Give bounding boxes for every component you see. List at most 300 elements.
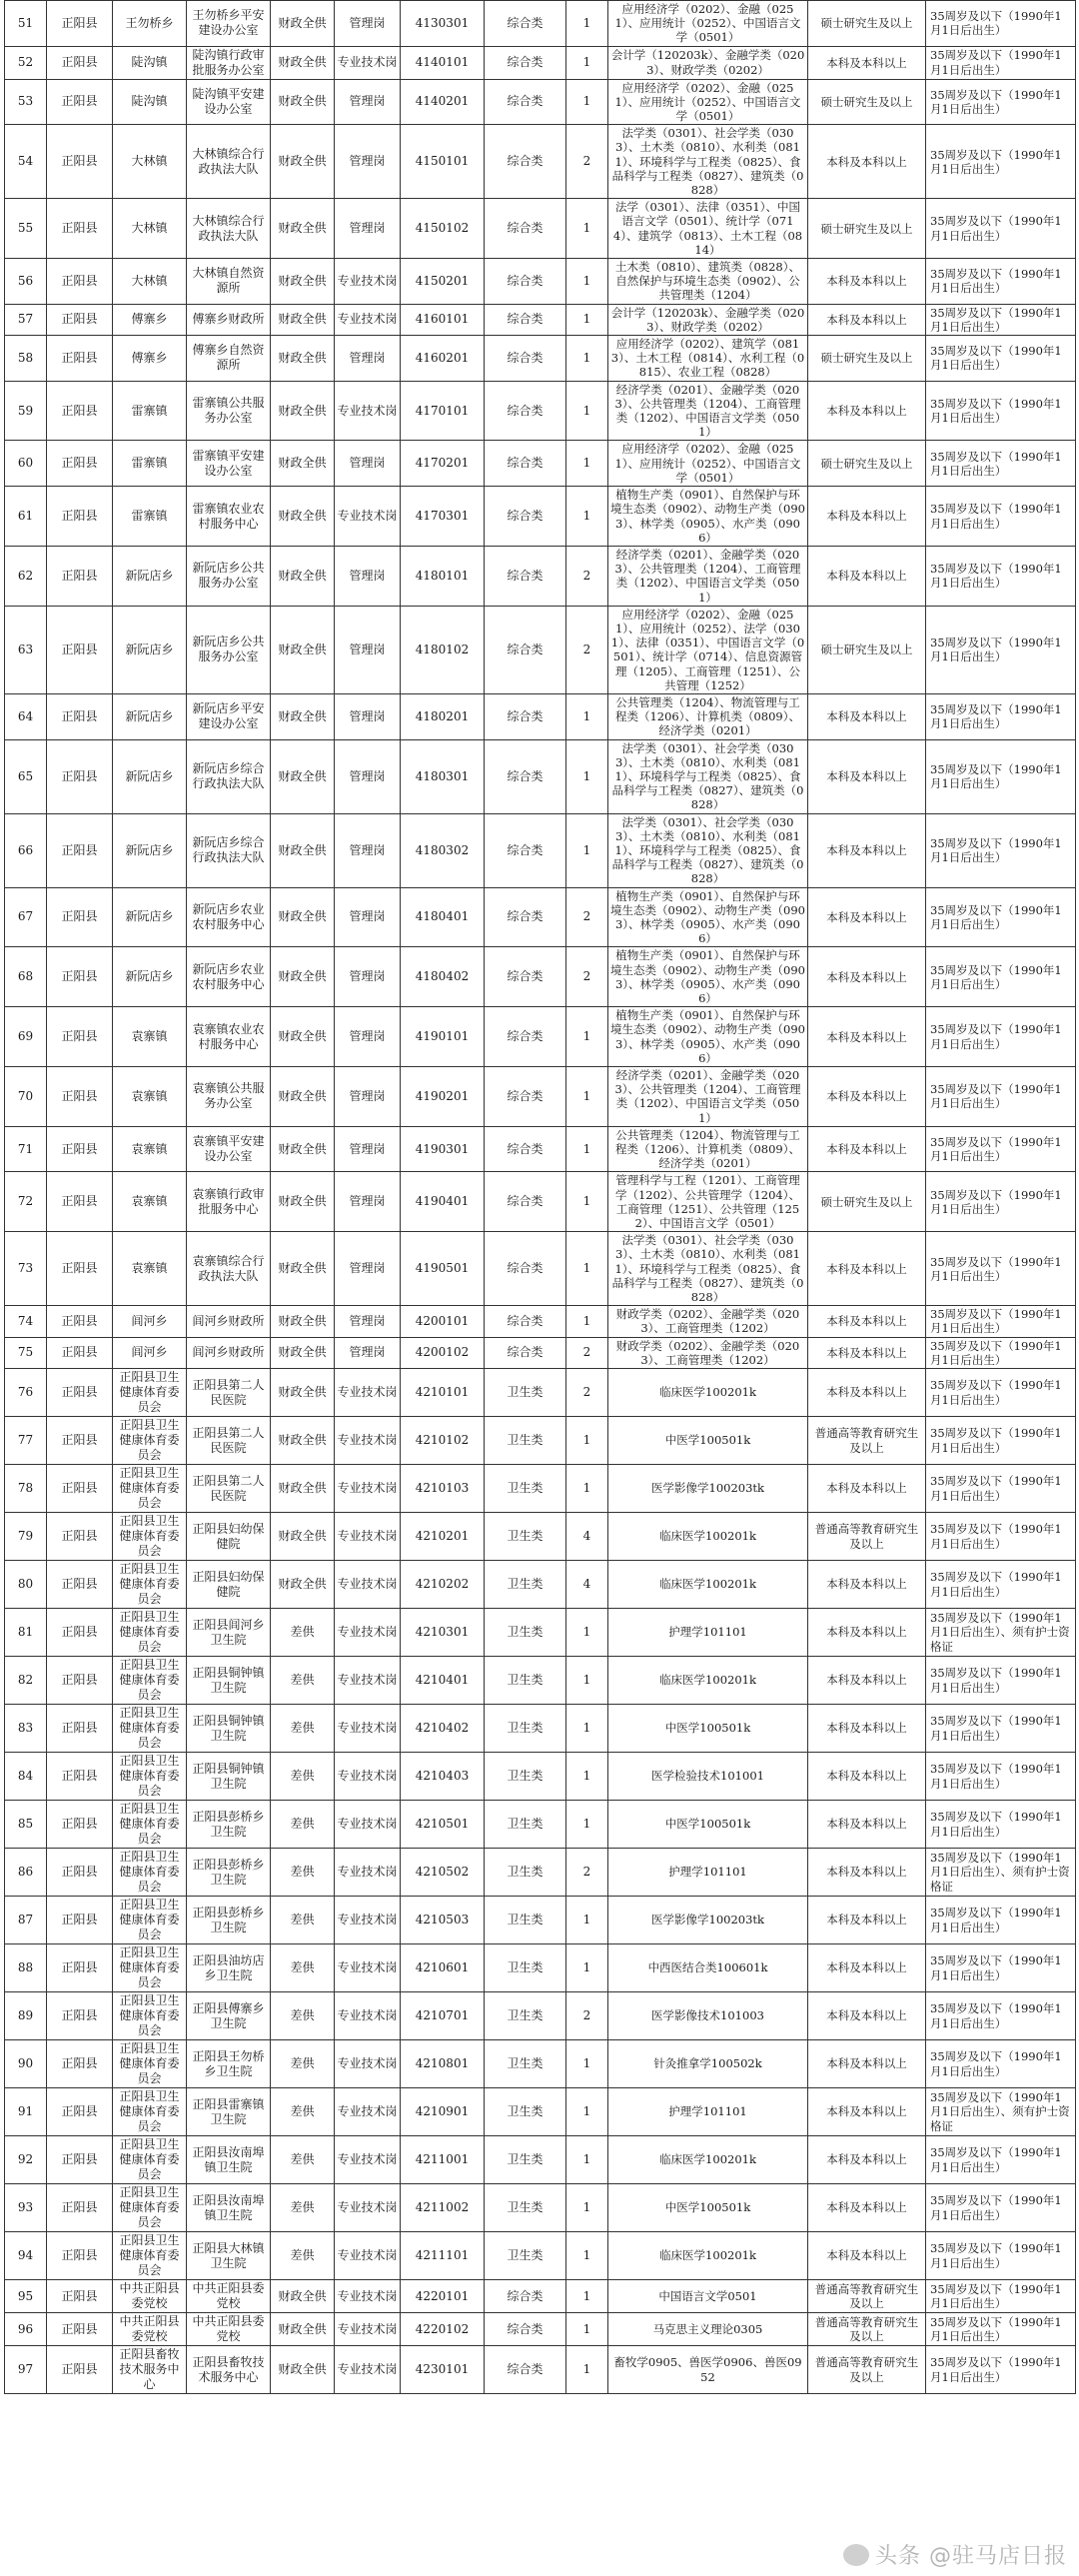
row-number-cell: 54 [5,125,47,199]
post-code-cell: 4180402 [401,947,485,1007]
funding-type-cell: 财政全供 [271,1306,335,1337]
funding-type-cell: 差供 [271,1801,335,1849]
funding-type-cell: 财政全供 [271,259,335,305]
exam-category-cell: 卫生类 [485,2040,566,2088]
other-requirement-cell: 35周岁及以下（1990年1月1日后出生） [926,1369,1076,1417]
major-requirement-cell: 护理学101101 [608,2088,808,2136]
exam-category-cell: 卫生类 [485,1849,566,1897]
exam-category-cell: 综合类 [485,259,566,305]
row-number-cell: 63 [5,606,47,693]
table-row [5,693,1076,739]
county-cell: 正阳县 [47,2040,113,2088]
row-number-cell: 96 [5,2313,47,2346]
headcount-cell: 1 [566,46,608,79]
unit-cell: 正阳县铜钟镇卫生院 [187,1753,271,1801]
post-code-cell: 4210301 [401,1609,485,1657]
table-row [5,606,1076,693]
county-cell: 正阳县 [47,1513,113,1561]
education-requirement-cell: 本科及本科以上 [808,1897,926,1944]
unit-cell: 正阳县闾河乡卫生院 [187,1609,271,1657]
table-row [5,2184,1076,2232]
unit-cell: 新阮店乡综合行政执法大队 [187,739,271,813]
major-requirement-cell: 医学影像学100203tk [608,1465,808,1513]
exam-category-cell: 综合类 [485,1067,566,1127]
department-cell: 正阳县卫生健康体育委员会 [113,1992,187,2040]
post-code-cell: 4160101 [401,304,485,335]
post-category-cell: 专业技术岗 [335,1992,401,2040]
exam-category-cell: 卫生类 [485,1705,566,1753]
headcount-cell: 1 [566,2088,608,2136]
department-cell: 雷寨镇 [113,487,187,547]
major-requirement-cell: 植物生产类（0901）、自然保护与环境生态类（0902）、动物生产类（0903）、林学类（0905）、水产类（0906） [608,887,808,947]
other-requirement-cell: 35周岁及以下（1990年1月1日后出生） [926,79,1076,125]
table-row [5,79,1076,125]
unit-cell: 新阮店乡农业农村服务中心 [187,947,271,1007]
post-category-cell: 专业技术岗 [335,2088,401,2136]
unit-cell: 傅寨乡自然资源所 [187,336,271,382]
major-requirement-cell: 土木类（0810）、建筑类（0828）、自然保护与环境生态类（0902）、公共管理类（1204） [608,259,808,305]
unit-cell: 正阳县妇幼保健院 [187,1561,271,1609]
department-cell: 正阳县卫生健康体育委员会 [113,2232,187,2280]
exam-category-cell: 综合类 [485,1337,566,1368]
post-category-cell: 专业技术岗 [335,259,401,305]
other-requirement-cell: 35周岁及以下（1990年1月1日后出生） [926,1337,1076,1368]
table-row [5,2088,1076,2136]
major-requirement-cell: 临床医学100201k [608,2232,808,2280]
county-cell: 正阳县 [47,2232,113,2280]
major-requirement-cell: 法学类（0301）、社会学类（0303）、土木类（0810）、水利类（0811）、环境科学与工程类（0825）、食品科学与工程类（0827）、建筑类（0828） [608,125,808,199]
other-requirement-cell: 35周岁及以下（1990年1月1日后出生） [926,125,1076,199]
county-cell: 正阳县 [47,487,113,547]
other-requirement-cell: 35周岁及以下（1990年1月1日后出生）、须有护士资格证 [926,1849,1076,1897]
unit-cell: 闾河乡财政所 [187,1306,271,1337]
other-requirement-cell: 35周岁及以下（1990年1月1日后出生） [926,1465,1076,1513]
education-requirement-cell: 本科及本科以上 [808,1992,926,2040]
major-requirement-cell: 公共管理类（1204）、物流管理与工程类（1206）、计算机类（0809）、经济学类（0201） [608,693,808,739]
post-category-cell: 管理岗 [335,1172,401,1232]
county-cell: 正阳县 [47,1007,113,1067]
major-requirement-cell: 针灸推拿学100502k [608,2040,808,2088]
department-cell: 袁寨镇 [113,1067,187,1127]
exam-category-cell: 综合类 [485,693,566,739]
other-requirement-cell: 35周岁及以下（1990年1月1日后出生） [926,1417,1076,1465]
funding-type-cell: 财政全供 [271,304,335,335]
major-requirement-cell: 经济学类（0201）、金融学类（0203）、公共管理类（1204）、工商管理类（1202）、中国语言文学类（0501） [608,546,808,606]
exam-category-cell: 卫生类 [485,1609,566,1657]
table-row [5,887,1076,947]
post-code-cell: 4180201 [401,693,485,739]
table-row [5,1801,1076,1849]
exam-category-cell: 卫生类 [485,1944,566,1992]
headcount-cell: 1 [566,1609,608,1657]
unit-cell: 新阮店乡公共服务办公室 [187,546,271,606]
row-number-cell: 83 [5,1705,47,1753]
major-requirement-cell: 医学影像技术101003 [608,1992,808,2040]
exam-category-cell: 卫生类 [485,2232,566,2280]
unit-cell: 袁寨镇农业农村服务中心 [187,1007,271,1067]
table-row [5,739,1076,813]
county-cell: 正阳县 [47,1897,113,1944]
post-category-cell: 管理岗 [335,441,401,487]
funding-type-cell: 财政全供 [271,1465,335,1513]
department-cell: 新阮店乡 [113,813,187,887]
post-code-cell: 4180301 [401,739,485,813]
major-requirement-cell: 公共管理类（1204）、物流管理与工程类（1206）、计算机类（0809）、经济学类（0201） [608,1126,808,1172]
other-requirement-cell: 35周岁及以下（1990年1月1日后出生） [926,46,1076,79]
headcount-cell: 1 [566,259,608,305]
headcount-cell: 1 [566,1753,608,1801]
row-number-cell: 65 [5,739,47,813]
headcount-cell: 2 [566,1369,608,1417]
major-requirement-cell: 中国语言文学0501 [608,2280,808,2313]
table-row [5,199,1076,259]
education-requirement-cell: 本科及本科以上 [808,1561,926,1609]
row-number-cell: 87 [5,1897,47,1944]
county-cell: 正阳县 [47,1609,113,1657]
funding-type-cell: 财政全供 [271,336,335,382]
row-number-cell: 64 [5,693,47,739]
exam-category-cell: 综合类 [485,46,566,79]
post-category-cell: 专业技术岗 [335,2184,401,2232]
exam-category-cell: 卫生类 [485,2136,566,2184]
row-number-cell: 79 [5,1513,47,1561]
table-row [5,1232,1076,1306]
department-cell: 新阮店乡 [113,546,187,606]
post-category-cell: 专业技术岗 [335,2040,401,2088]
row-number-cell: 90 [5,2040,47,2088]
funding-type-cell: 差供 [271,1944,335,1992]
table-row [5,1992,1076,2040]
other-requirement-cell: 35周岁及以下（1990年1月1日后出生） [926,1172,1076,1232]
table-row [5,1944,1076,1992]
post-code-cell: 4210102 [401,1417,485,1465]
education-requirement-cell: 本科及本科以上 [808,125,926,199]
education-requirement-cell: 本科及本科以上 [808,1232,926,1306]
county-cell: 正阳县 [47,1067,113,1127]
row-number-cell: 77 [5,1417,47,1465]
education-requirement-cell: 本科及本科以上 [808,2088,926,2136]
department-cell: 正阳县卫生健康体育委员会 [113,2136,187,2184]
post-category-cell: 管理岗 [335,1306,401,1337]
unit-cell: 正阳县畜牧技术服务中心 [187,2346,271,2394]
post-category-cell: 专业技术岗 [335,2313,401,2346]
county-cell: 正阳县 [47,1944,113,1992]
county-cell: 正阳县 [47,813,113,887]
major-requirement-cell: 财政学类（0202）、金融学类（0203）、工商管理类（1202） [608,1337,808,1368]
education-requirement-cell: 本科及本科以上 [808,2184,926,2232]
education-requirement-cell: 硕士研究生及以上 [808,199,926,259]
table-row [5,304,1076,335]
unit-cell: 雷寨镇农业农村服务中心 [187,487,271,547]
department-cell: 正阳县卫生健康体育委员会 [113,1657,187,1705]
post-category-cell: 专业技术岗 [335,1705,401,1753]
table-row [5,947,1076,1007]
row-number-cell: 94 [5,2232,47,2280]
post-category-cell: 管理岗 [335,606,401,693]
exam-category-cell: 综合类 [485,1,566,47]
exam-category-cell: 综合类 [485,2346,566,2394]
funding-type-cell: 差供 [271,2232,335,2280]
unit-cell: 袁寨镇公共服务办公室 [187,1067,271,1127]
other-requirement-cell: 35周岁及以下（1990年1月1日后出生） [926,2184,1076,2232]
row-number-cell: 70 [5,1067,47,1127]
county-cell: 正阳县 [47,2088,113,2136]
major-requirement-cell: 医学影像学100203tk [608,1897,808,1944]
other-requirement-cell: 35周岁及以下（1990年1月1日后出生） [926,2232,1076,2280]
exam-category-cell: 综合类 [485,947,566,1007]
funding-type-cell: 财政全供 [271,487,335,547]
post-category-cell: 专业技术岗 [335,1465,401,1513]
exam-category-cell: 卫生类 [485,1561,566,1609]
post-category-cell: 专业技术岗 [335,304,401,335]
post-code-cell: 4180101 [401,546,485,606]
headcount-cell: 2 [566,125,608,199]
major-requirement-cell: 应用经济学（0202）、建筑学（0813）、土木工程（0814）、水利工程（0815）、农业工程（0828） [608,336,808,382]
unit-cell: 正阳县油坊店乡卫生院 [187,1944,271,1992]
department-cell: 袁寨镇 [113,1007,187,1067]
exam-category-cell: 卫生类 [485,1657,566,1705]
unit-cell: 正阳县大林镇卫生院 [187,2232,271,2280]
county-cell: 正阳县 [47,1,113,47]
other-requirement-cell: 35周岁及以下（1990年1月1日后出生） [926,739,1076,813]
row-number-cell: 75 [5,1337,47,1368]
table-row [5,813,1076,887]
unit-cell: 中共正阳县委党校 [187,2280,271,2313]
department-cell: 正阳县卫生健康体育委员会 [113,1369,187,1417]
other-requirement-cell: 35周岁及以下（1990年1月1日后出生） [926,487,1076,547]
other-requirement-cell: 35周岁及以下（1990年1月1日后出生） [926,199,1076,259]
headcount-cell: 1 [566,693,608,739]
education-requirement-cell: 本科及本科以上 [808,1801,926,1849]
unit-cell: 新阮店乡农业农村服务中心 [187,887,271,947]
county-cell: 正阳县 [47,46,113,79]
major-requirement-cell: 法学类（0301）、社会学类（0303）、土木类（0810）、水利类（0811）、环境科学与工程类（0825）、食品科学与工程类（0827）、建筑类（0828） [608,1232,808,1306]
education-requirement-cell: 本科及本科以上 [808,546,926,606]
row-number-cell: 60 [5,441,47,487]
unit-cell: 正阳县汝南埠镇卫生院 [187,2136,271,2184]
post-category-cell: 专业技术岗 [335,2280,401,2313]
department-cell: 新阮店乡 [113,693,187,739]
major-requirement-cell: 临床医学100201k [608,1513,808,1561]
headcount-cell: 1 [566,381,608,441]
department-cell: 正阳县卫生健康体育委员会 [113,1705,187,1753]
funding-type-cell: 财政全供 [271,79,335,125]
post-code-cell: 4150101 [401,125,485,199]
funding-type-cell: 财政全供 [271,199,335,259]
row-number-cell: 73 [5,1232,47,1306]
job-position-table [4,0,1076,2394]
watermark-logo-icon [843,2544,869,2566]
headcount-cell: 4 [566,1561,608,1609]
headcount-cell: 1 [566,1232,608,1306]
funding-type-cell: 财政全供 [271,546,335,606]
post-category-cell: 管理岗 [335,887,401,947]
exam-category-cell: 卫生类 [485,1753,566,1801]
post-code-cell: 4160201 [401,336,485,382]
department-cell: 正阳县卫生健康体育委员会 [113,2088,187,2136]
headcount-cell: 1 [566,1944,608,1992]
post-code-cell: 4170101 [401,381,485,441]
table-row [5,1172,1076,1232]
funding-type-cell: 差供 [271,2184,335,2232]
unit-cell: 雷寨镇公共服务办公室 [187,381,271,441]
unit-cell: 袁寨镇平安建设办公室 [187,1126,271,1172]
department-cell: 正阳县卫生健康体育委员会 [113,1417,187,1465]
exam-category-cell: 综合类 [485,887,566,947]
exam-category-cell: 综合类 [485,606,566,693]
headcount-cell: 2 [566,1992,608,2040]
exam-category-cell: 卫生类 [485,1369,566,1417]
major-requirement-cell: 中医学100501k [608,2184,808,2232]
department-cell: 新阮店乡 [113,887,187,947]
post-category-cell: 管理岗 [335,1007,401,1067]
department-cell: 雷寨镇 [113,441,187,487]
headcount-cell: 1 [566,2232,608,2280]
other-requirement-cell: 35周岁及以下（1990年1月1日后出生）、须有护士资格证 [926,1609,1076,1657]
department-cell: 新阮店乡 [113,739,187,813]
other-requirement-cell: 35周岁及以下（1990年1月1日后出生） [926,336,1076,382]
row-number-cell: 89 [5,1992,47,2040]
department-cell: 闾河乡 [113,1337,187,1368]
other-requirement-cell: 35周岁及以下（1990年1月1日后出生） [926,1561,1076,1609]
post-code-cell: 4140201 [401,79,485,125]
post-code-cell: 4180302 [401,813,485,887]
major-requirement-cell: 医学检验技术101001 [608,1753,808,1801]
other-requirement-cell: 35周岁及以下（1990年1月1日后出生） [926,947,1076,1007]
table-row [5,1657,1076,1705]
department-cell: 正阳县卫生健康体育委员会 [113,1944,187,1992]
education-requirement-cell: 本科及本科以上 [808,1849,926,1897]
department-cell: 正阳县卫生健康体育委员会 [113,1513,187,1561]
table-row [5,1513,1076,1561]
post-code-cell: 4210201 [401,1513,485,1561]
unit-cell: 袁寨镇行政审批服务中心 [187,1172,271,1232]
funding-type-cell: 财政全供 [271,1369,335,1417]
department-cell: 新阮店乡 [113,947,187,1007]
post-category-cell: 管理岗 [335,125,401,199]
other-requirement-cell: 35周岁及以下（1990年1月1日后出生） [926,813,1076,887]
row-number-cell: 59 [5,381,47,441]
unit-cell: 大林镇自然资源所 [187,259,271,305]
headcount-cell: 1 [566,336,608,382]
post-code-cell: 4220101 [401,2280,485,2313]
exam-category-cell: 综合类 [485,1172,566,1232]
county-cell: 正阳县 [47,606,113,693]
education-requirement-cell: 本科及本科以上 [808,693,926,739]
county-cell: 正阳县 [47,259,113,305]
row-number-cell: 72 [5,1172,47,1232]
county-cell: 正阳县 [47,1465,113,1513]
department-cell: 新阮店乡 [113,606,187,693]
post-code-cell: 4210601 [401,1944,485,1992]
funding-type-cell: 财政全供 [271,1337,335,1368]
table-row [5,441,1076,487]
major-requirement-cell: 植物生产类（0901）、自然保护与环境生态类（0902）、动物生产类（0903）、林学类（0905）、水产类（0906） [608,1007,808,1067]
row-number-cell: 53 [5,79,47,125]
post-code-cell: 4211001 [401,2136,485,2184]
county-cell: 正阳县 [47,381,113,441]
exam-category-cell: 综合类 [485,79,566,125]
table-row [5,1897,1076,1944]
other-requirement-cell: 35周岁及以下（1990年1月1日后出生） [926,2136,1076,2184]
post-code-cell: 4170201 [401,441,485,487]
major-requirement-cell: 护理学101101 [608,1849,808,1897]
funding-type-cell: 财政全供 [271,813,335,887]
row-number-cell: 80 [5,1561,47,1609]
post-code-cell: 4150102 [401,199,485,259]
post-code-cell: 4190301 [401,1126,485,1172]
headcount-cell: 1 [566,1465,608,1513]
department-cell: 正阳县卫生健康体育委员会 [113,1801,187,1849]
other-requirement-cell: 35周岁及以下（1990年1月1日后出生） [926,1007,1076,1067]
education-requirement-cell: 本科及本科以上 [808,1944,926,1992]
headcount-cell: 1 [566,1801,608,1849]
major-requirement-cell: 应用经济学（0202）、金融（0251）、应用统计（0252）、中国语言文学（0501） [608,79,808,125]
row-number-cell: 97 [5,2346,47,2394]
headcount-cell: 1 [566,1657,608,1705]
other-requirement-cell: 35周岁及以下（1990年1月1日后出生） [926,887,1076,947]
department-cell: 闾河乡 [113,1306,187,1337]
unit-cell: 正阳县彭桥乡卫生院 [187,1801,271,1849]
department-cell: 中共正阳县委党校 [113,2313,187,2346]
county-cell: 正阳县 [47,2184,113,2232]
funding-type-cell: 财政全供 [271,46,335,79]
funding-type-cell: 差供 [271,1609,335,1657]
headcount-cell: 1 [566,1,608,47]
exam-category-cell: 卫生类 [485,1992,566,2040]
other-requirement-cell: 35周岁及以下（1990年1月1日后出生） [926,2280,1076,2313]
education-requirement-cell: 本科及本科以上 [808,1705,926,1753]
education-requirement-cell: 普通高等教育研究生及以上 [808,1513,926,1561]
unit-cell: 正阳县妇幼保健院 [187,1513,271,1561]
post-code-cell: 4190101 [401,1007,485,1067]
unit-cell: 正阳县铜钟镇卫生院 [187,1657,271,1705]
table-row [5,1465,1076,1513]
exam-category-cell: 综合类 [485,441,566,487]
row-number-cell: 66 [5,813,47,887]
post-code-cell: 4180401 [401,887,485,947]
headcount-cell: 1 [566,441,608,487]
headcount-cell: 4 [566,1513,608,1561]
exam-category-cell: 综合类 [485,1007,566,1067]
major-requirement-cell: 应用经济学（0202）、金融（0251）、应用统计（0252）、中国语言文学（0501） [608,441,808,487]
other-requirement-cell: 35周岁及以下（1990年1月1日后出生） [926,381,1076,441]
row-number-cell: 52 [5,46,47,79]
county-cell: 正阳县 [47,947,113,1007]
headcount-cell: 1 [566,2040,608,2088]
major-requirement-cell: 中西医结合类100601k [608,1944,808,1992]
education-requirement-cell: 本科及本科以上 [808,1465,926,1513]
row-number-cell: 76 [5,1369,47,1417]
department-cell: 袁寨镇 [113,1232,187,1306]
headcount-cell: 1 [566,813,608,887]
unit-cell: 大林镇综合行政执法大队 [187,199,271,259]
exam-category-cell: 综合类 [485,739,566,813]
post-category-cell: 管理岗 [335,739,401,813]
funding-type-cell: 财政全供 [271,125,335,199]
unit-cell: 闾河乡财政所 [187,1337,271,1368]
county-cell: 正阳县 [47,441,113,487]
county-cell: 正阳县 [47,304,113,335]
unit-cell: 傅寨乡财政所 [187,304,271,335]
county-cell: 正阳县 [47,1849,113,1897]
other-requirement-cell: 35周岁及以下（1990年1月1日后出生） [926,1944,1076,1992]
unit-cell: 新阮店乡综合行政执法大队 [187,813,271,887]
post-code-cell: 4220102 [401,2313,485,2346]
department-cell: 陡沟镇 [113,79,187,125]
table-row [5,46,1076,79]
table-row [5,1126,1076,1172]
